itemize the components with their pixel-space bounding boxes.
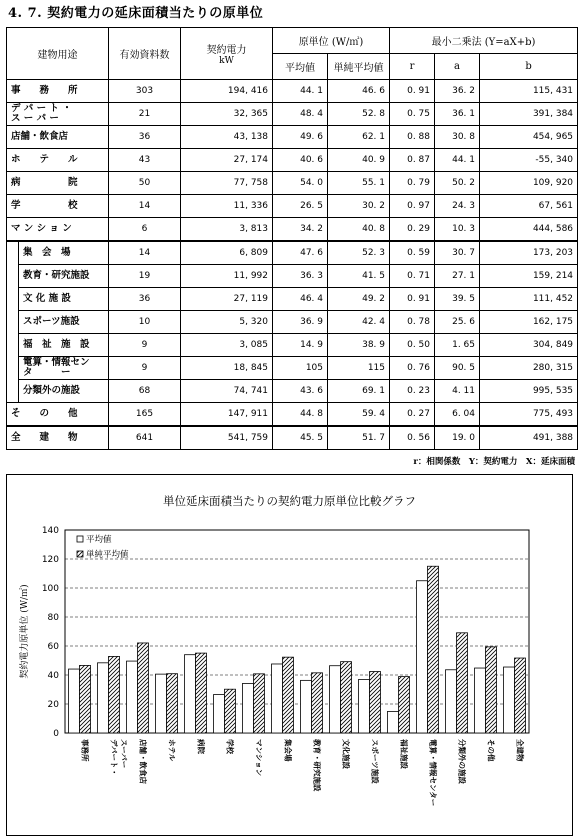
cell-savg: 52. 3 — [328, 241, 390, 265]
header-count: 有効資料数 — [109, 28, 181, 80]
cell-savg: 40. 9 — [328, 149, 390, 172]
bar-simple-avg — [283, 657, 294, 733]
cell-b: 109, 920 — [480, 172, 578, 195]
header-usage: 建物用途 — [7, 28, 109, 80]
cell-r: 0. 78 — [390, 311, 435, 334]
x-tick-label: 電算・情報センター — [428, 739, 438, 807]
cell-b: 173, 203 — [480, 241, 578, 265]
bar-chart — [7, 475, 572, 835]
cell-avg: 54. 0 — [273, 172, 328, 195]
y-tick-label: 120 — [41, 555, 59, 565]
legend-label-simple-avg: 単純平均値 — [86, 550, 129, 560]
cell-r: 0. 87 — [390, 149, 435, 172]
page-title: 4. 7. 契約電力の延床面積当たりの原単位 — [8, 6, 264, 21]
x-tick-label: 病院 — [196, 739, 206, 754]
table-row — [7, 334, 578, 357]
x-tick-label: 文化施設 — [341, 739, 351, 769]
cell-avg: 26. 5 — [273, 195, 328, 218]
cell-count: 68 — [109, 380, 181, 403]
header-avg: 平均値 — [273, 54, 328, 80]
footnote: r：相関係数 Y：契約電力 X：延床面積 — [413, 457, 575, 467]
cell-savg: 30. 2 — [328, 195, 390, 218]
cell-contract: 3, 085 — [181, 334, 273, 357]
y-tick-label: 0 — [53, 729, 59, 739]
cell-avg: 36. 3 — [273, 265, 328, 288]
cell-contract: 32, 365 — [181, 103, 273, 126]
bar-avg — [359, 679, 370, 733]
x-tick-label: 事務所 — [80, 739, 90, 762]
cell-contract: 3, 813 — [181, 218, 273, 242]
cell-savg: 40. 8 — [328, 218, 390, 242]
table-row — [7, 380, 578, 403]
cell-a: 10. 3 — [435, 218, 480, 242]
table-row — [7, 218, 578, 242]
cell-count: 50 — [109, 172, 181, 195]
chart-title: 単位延床面積当たりの契約電力原単位比較グラフ — [163, 494, 416, 508]
cell-a: 90. 5 — [435, 357, 480, 380]
bar-simple-avg — [109, 656, 120, 733]
y-tick-label: 20 — [47, 700, 59, 710]
cell-contract: 74, 741 — [181, 380, 273, 403]
cell-count: 303 — [109, 80, 181, 103]
y-tick-label: 40 — [47, 671, 59, 681]
cell-name: デ パ ー ト ・ ス ー パ ー — [7, 103, 109, 126]
cell-r: 0. 79 — [390, 172, 435, 195]
cell-r: 0. 76 — [390, 357, 435, 380]
cell-savg: 51. 7 — [328, 426, 390, 450]
header-simple-avg: 単純平均値 — [328, 54, 390, 80]
cell-contract: 11, 992 — [181, 265, 273, 288]
table-row — [7, 265, 578, 288]
bar-simple-avg — [399, 677, 410, 733]
cell-name: スポーツ施設 — [19, 311, 109, 334]
cell-count: 19 — [109, 265, 181, 288]
cell-a: 39. 5 — [435, 288, 480, 311]
cell-b: 67, 561 — [480, 195, 578, 218]
bar-avg — [504, 667, 515, 733]
cell-b: 162, 175 — [480, 311, 578, 334]
cell-b: 280, 315 — [480, 357, 578, 380]
cell-r: 0. 29 — [390, 218, 435, 242]
legend-label-avg: 平均値 — [86, 535, 112, 545]
cell-a: 36. 2 — [435, 80, 480, 103]
table-row — [7, 357, 578, 380]
cell-count: 9 — [109, 334, 181, 357]
cell-a: 30. 7 — [435, 241, 480, 265]
cell-count: 14 — [109, 241, 181, 265]
cell-savg: 49. 2 — [328, 288, 390, 311]
bar-avg — [272, 664, 283, 733]
cell-avg: 47. 6 — [273, 241, 328, 265]
bar-avg — [417, 581, 428, 733]
x-tick-label: 分類外の施設 — [457, 739, 467, 784]
cell-count: 14 — [109, 195, 181, 218]
cell-a: 30. 8 — [435, 126, 480, 149]
x-tick-label: 学校 — [225, 739, 235, 754]
cell-count: 10 — [109, 311, 181, 334]
cell-avg: 34. 2 — [273, 218, 328, 242]
header-r: r — [390, 54, 435, 80]
cell-a: 36. 1 — [435, 103, 480, 126]
y-tick-label: 140 — [41, 526, 59, 536]
cell-name: 電算・情報セン タ ー — [19, 357, 109, 380]
cell-savg: 46. 6 — [328, 80, 390, 103]
y-tick-label: 100 — [41, 584, 59, 594]
cell-a: 50. 2 — [435, 172, 480, 195]
cell-a: 25. 6 — [435, 311, 480, 334]
cell-a: 24. 3 — [435, 195, 480, 218]
cell-name: 分類外の施設 — [19, 380, 109, 403]
cell-contract: 5, 320 — [181, 311, 273, 334]
table-row — [7, 403, 578, 427]
cell-count: 21 — [109, 103, 181, 126]
y-tick-label: 60 — [47, 642, 59, 652]
table-row — [7, 80, 578, 103]
table-row — [7, 103, 578, 126]
cell-b: 115, 431 — [480, 80, 578, 103]
cell-a: 27. 1 — [435, 265, 480, 288]
chart-panel — [6, 474, 573, 836]
cell-contract: 77, 758 — [181, 172, 273, 195]
group-bracket — [7, 241, 19, 403]
cell-count: 9 — [109, 357, 181, 380]
cell-name: 全 建 物 — [7, 426, 109, 450]
cell-r: 0. 59 — [390, 241, 435, 265]
bar-avg — [301, 680, 312, 733]
cell-savg: 42. 4 — [328, 311, 390, 334]
header-unit-group: 原単位 (W/㎡) — [273, 28, 390, 54]
cell-avg: 43. 6 — [273, 380, 328, 403]
cell-savg: 62. 1 — [328, 126, 390, 149]
cell-r: 0. 75 — [390, 103, 435, 126]
cell-name: 集 会 場 — [19, 241, 109, 265]
cell-savg: 38. 9 — [328, 334, 390, 357]
cell-savg: 59. 4 — [328, 403, 390, 427]
x-tick-label: 教育・研究施設 — [312, 739, 322, 792]
unit-table — [6, 27, 578, 450]
x-tick-label: 福祉施設 — [399, 739, 409, 769]
cell-b: 391, 384 — [480, 103, 578, 126]
cell-contract: 194, 416 — [181, 80, 273, 103]
table-row — [7, 311, 578, 334]
legend-swatch-avg — [77, 536, 83, 542]
cell-a: 44. 1 — [435, 149, 480, 172]
header-contract — [181, 28, 273, 80]
header-b: b — [480, 54, 578, 80]
bar-simple-avg — [225, 689, 236, 733]
cell-name: ホ テ ル — [7, 149, 109, 172]
cell-count: 36 — [109, 126, 181, 149]
cell-b: -55, 340 — [480, 149, 578, 172]
bar-avg — [446, 670, 457, 733]
cell-b: 454, 965 — [480, 126, 578, 149]
cell-b: 444, 586 — [480, 218, 578, 242]
cell-savg: 55. 1 — [328, 172, 390, 195]
cell-avg: 44. 1 — [273, 80, 328, 103]
x-tick-label: 全建物 — [515, 739, 525, 762]
bar-avg — [127, 661, 138, 733]
x-tick-label: その他 — [486, 739, 496, 762]
cell-r: 0. 97 — [390, 195, 435, 218]
cell-count: 6 — [109, 218, 181, 242]
cell-count: 641 — [109, 426, 181, 450]
cell-contract: 18, 845 — [181, 357, 273, 380]
cell-r: 0. 91 — [390, 288, 435, 311]
y-tick-label: 80 — [47, 613, 59, 623]
y-axis-label: 契約電力原単位 (W/㎡) — [20, 584, 30, 679]
cell-avg: 44. 8 — [273, 403, 328, 427]
cell-avg: 48. 4 — [273, 103, 328, 126]
cell-b: 775, 493 — [480, 403, 578, 427]
cell-r: 0. 27 — [390, 403, 435, 427]
cell-name: 福 祉 施 設 — [19, 334, 109, 357]
bar-simple-avg — [80, 665, 91, 733]
bar-simple-avg — [254, 674, 265, 733]
x-tick-label: 集会場 — [283, 739, 293, 762]
cell-a: 6. 04 — [435, 403, 480, 427]
cell-r: 0. 56 — [390, 426, 435, 450]
bar-simple-avg — [457, 633, 468, 733]
cell-b: 491, 388 — [480, 426, 578, 450]
header-a: a — [435, 54, 480, 80]
cell-b: 159, 214 — [480, 265, 578, 288]
cell-contract: 11, 336 — [181, 195, 273, 218]
table-row — [7, 288, 578, 311]
cell-name: 店舗・飲食店 — [7, 126, 109, 149]
bar-simple-avg — [312, 673, 323, 733]
cell-r: 0. 71 — [390, 265, 435, 288]
header-ls-group: 最小二乗法 (Y=aX+b) — [390, 28, 578, 54]
bar-avg — [156, 674, 167, 733]
cell-contract: 6, 809 — [181, 241, 273, 265]
table-row — [7, 195, 578, 218]
cell-contract: 541, 759 — [181, 426, 273, 450]
bar-avg — [243, 683, 254, 733]
bar-avg — [475, 668, 486, 733]
cell-r: 0. 50 — [390, 334, 435, 357]
table-row — [7, 172, 578, 195]
x-tick-label: スポーツ施設 — [370, 739, 380, 784]
cell-savg: 41. 5 — [328, 265, 390, 288]
cell-b: 995, 535 — [480, 380, 578, 403]
bar-simple-avg — [196, 653, 207, 733]
cell-savg: 115 — [328, 357, 390, 380]
cell-name: 文 化 施 設 — [19, 288, 109, 311]
legend-swatch-simple-avg — [77, 551, 83, 557]
x-tick-label: スーパー — [119, 739, 129, 769]
cell-name: 教育・研究施設 — [19, 265, 109, 288]
cell-a: 1. 65 — [435, 334, 480, 357]
cell-savg: 52. 8 — [328, 103, 390, 126]
cell-b: 111, 452 — [480, 288, 578, 311]
cell-contract: 27, 119 — [181, 288, 273, 311]
cell-a: 19. 0 — [435, 426, 480, 450]
bar-simple-avg — [138, 643, 149, 733]
cell-contract: 43, 138 — [181, 126, 273, 149]
cell-count: 36 — [109, 288, 181, 311]
header-contract-unit: kW — [219, 56, 234, 66]
x-tick-label: デパート・ — [109, 739, 119, 777]
table-row — [7, 126, 578, 149]
bar-avg — [69, 669, 80, 733]
cell-contract: 27, 174 — [181, 149, 273, 172]
cell-name: 病 院 — [7, 172, 109, 195]
table-row — [7, 241, 578, 265]
cell-avg: 49. 6 — [273, 126, 328, 149]
bar-simple-avg — [341, 662, 352, 733]
header-contract-label: 契約電力 — [206, 45, 247, 56]
x-tick-label: 店舗・飲食店 — [138, 739, 148, 784]
x-tick-label: ホテル — [167, 739, 177, 762]
cell-count: 43 — [109, 149, 181, 172]
cell-r: 0. 88 — [390, 126, 435, 149]
cell-savg: 69. 1 — [328, 380, 390, 403]
bar-avg — [388, 711, 399, 733]
cell-count: 165 — [109, 403, 181, 427]
bar-simple-avg — [486, 647, 497, 733]
cell-r: 0. 23 — [390, 380, 435, 403]
bar-avg — [330, 666, 341, 733]
bar-simple-avg — [515, 658, 526, 733]
cell-name: マ ン シ ョ ン — [7, 218, 109, 242]
cell-avg: 40. 6 — [273, 149, 328, 172]
bar-simple-avg — [370, 672, 381, 733]
cell-avg: 36. 9 — [273, 311, 328, 334]
table-row — [7, 426, 578, 450]
cell-avg: 14. 9 — [273, 334, 328, 357]
cell-avg: 45. 5 — [273, 426, 328, 450]
cell-name: 学 校 — [7, 195, 109, 218]
cell-avg: 105 — [273, 357, 328, 380]
bar-simple-avg — [167, 674, 178, 733]
x-tick-label: マンション — [254, 739, 264, 777]
bar-simple-avg — [428, 566, 439, 733]
cell-name: そ の 他 — [7, 403, 109, 427]
cell-avg: 46. 4 — [273, 288, 328, 311]
bar-avg — [214, 695, 225, 733]
table-row — [7, 149, 578, 172]
bar-avg — [185, 655, 196, 733]
cell-r: 0. 91 — [390, 80, 435, 103]
bar-avg — [98, 663, 109, 733]
cell-name: 事 務 所 — [7, 80, 109, 103]
cell-b: 304, 849 — [480, 334, 578, 357]
cell-a: 4. 11 — [435, 380, 480, 403]
cell-contract: 147, 911 — [181, 403, 273, 427]
